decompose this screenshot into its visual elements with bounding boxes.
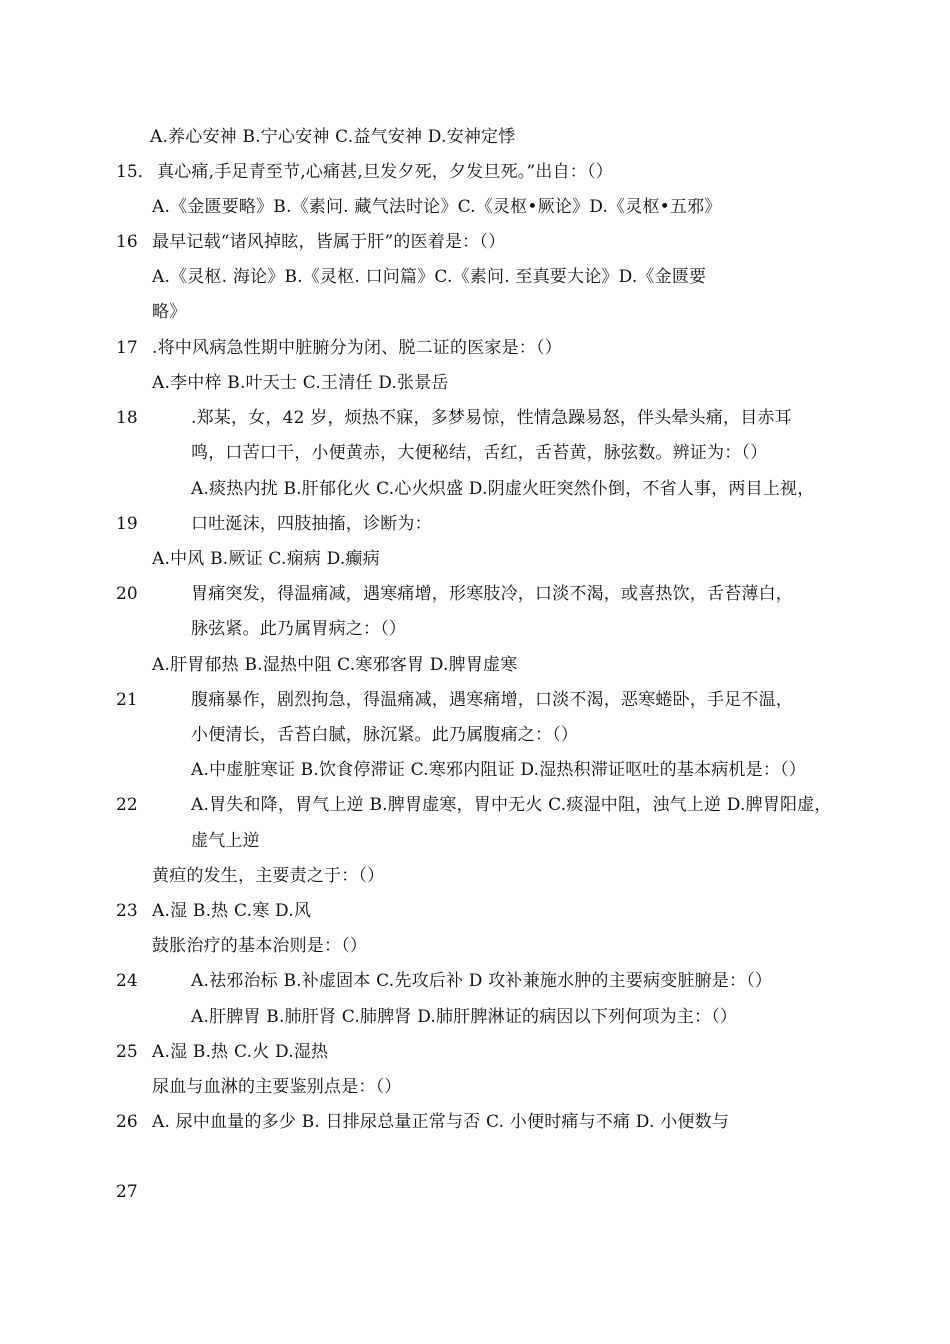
text-line: A. 尿中血量的多少 B. 日排尿总量正常与否 C. 小便时痛与不痛 D. 小便数与	[152, 1112, 730, 1132]
text-line: 鸣，口苦口干，小便黄赤，大便秘结，舌红，舌苔黄，脉弦数。辨证为：（）	[191, 443, 768, 463]
text-line: A.中风 B.厥证 C.痫病 D.癫病	[152, 549, 380, 569]
text-line: 最早记载“诸风掉眩，皆属于肝”的医着是：（）	[152, 232, 506, 252]
text-line: A.胃失和降，胃气上逆 B.脾胃虚寒，胃中无火 C.痰湿中阻，浊气上逆 D.脾胃阳虚，	[191, 795, 832, 815]
text-line: 黄疸的发生，主要责之于：（）	[152, 866, 385, 886]
text-line: A.中虚脏寒证 B.饮食停滞证 C.寒邪内阻证 D.湿热积滞证呕吐的基本病机是：（）	[191, 760, 806, 780]
text-line: 腹痛暴作，剧烈拘急，得温痛减，遇寒痛增，口淡不渴，恶寒蜷卧，手足不温，	[191, 690, 793, 710]
text-line: 小便清长，舌苔白腻，脉沉紧。此乃属腹痛之：（）	[191, 725, 579, 745]
text-line: A.肝胃郁热 B.湿热中阻 C.寒邪客胃 D.脾胃虚寒	[152, 655, 518, 675]
text-line: A.祛邪治标 B.补虚固本 C.先攻后补 D 攻补兼施水肿的主要病变脏腑是：（）	[191, 971, 773, 991]
question-number: 26	[116, 1112, 138, 1132]
text-line: A.李中梓 B.叶天士 C.王清任 D.张景岳	[152, 373, 449, 393]
question-number: 18	[116, 408, 138, 428]
text-line: A.湿 B.热 C.寒 D.风	[152, 901, 312, 921]
text-line: .郑某，女，42 岁，烦热不寐，多梦易惊，性情急躁易怒，伴头晕头痛，目赤耳	[191, 408, 792, 428]
question-number: 27	[116, 1182, 138, 1202]
text-line: 鼓胀治疗的基本治则是：（）	[152, 936, 368, 956]
text-line: 虚气上逆	[191, 831, 260, 851]
text-line: 口吐涎沫，四肢抽搐，诊断为：	[191, 514, 432, 534]
question-number: 19	[116, 514, 138, 534]
question-number: 20	[116, 584, 138, 604]
question-number: 15．	[116, 162, 155, 182]
text-line: 脉弦紧。此乃属胃病之：（）	[191, 619, 407, 639]
text-line: A.养心安神 B.宁心安神 C.益气安神 D.安神定悸	[150, 127, 516, 147]
text-line: A.《灵枢. 海论》B.《灵枢. 口问篇》C.《素问. 至真要大论》D.《金匮要	[152, 267, 707, 287]
question-number: 22	[116, 795, 138, 815]
text-line: A.《金匮要略》B.《素问. 藏气法时论》C.《灵枢•厥论》D.《灵枢•五邪》	[152, 197, 722, 217]
text-line: 真心痛,手足青至节,心痛甚,旦发夕死，夕发旦死。”出自：（）	[157, 162, 613, 182]
text-line: A.湿 B.热 C.火 D.湿热	[152, 1042, 329, 1062]
question-number: 16	[116, 232, 138, 252]
text-line: 胃痛突发，得温痛减，遇寒痛增，形寒肢冷，口淡不渴，或喜热饮，舌苔薄白，	[191, 584, 793, 604]
text-line: A.痰热内扰 B.肝郁化火 C.心火炽盛 D.阴虚火旺突然仆倒，不省人事，两目上视，	[191, 479, 815, 499]
text-line: 略》	[152, 302, 187, 322]
question-number: 21	[116, 690, 138, 710]
question-number: 17	[116, 338, 138, 358]
question-number: 25	[116, 1042, 138, 1062]
question-number: 23	[116, 901, 138, 921]
text-line: .将中风病急性期中脏腑分为闭、脱二证的医家是：（）	[152, 338, 562, 358]
question-number: 24	[116, 971, 138, 991]
text-line: 尿血与血淋的主要鉴别点是：（）	[152, 1077, 402, 1097]
text-line: A.肝脾胃 B.肺肝肾 C.肺脾肾 D.肺肝脾淋证的病因以下列何项为主：（）	[191, 1007, 738, 1027]
